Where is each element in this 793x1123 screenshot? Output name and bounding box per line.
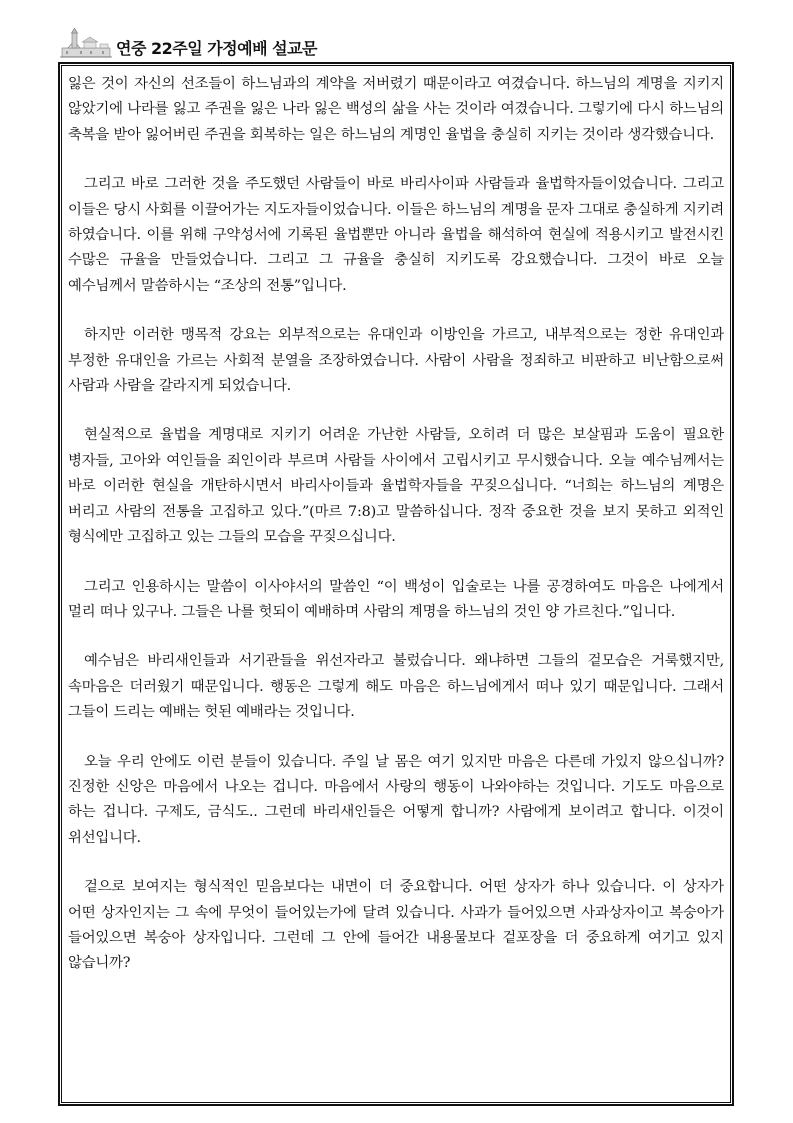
paragraph: 그리고 인용하시는 말씀이 이사야서의 말씀인 “이 백성이 입술로는 나를 공경하여도 마음은 나에게서 멀리 떠나 있구나. 그들은 나를 헛되이 예배하며 사람의 계명을 하느님의 것인 양 가르친다.”입니다. — [68, 578, 724, 620]
page-title: 연중 22주일 가정예배 설교문 — [116, 39, 317, 58]
paragraph: 그리고 바로 그러한 것을 주도했던 사람들이 바로 바리사이파 사람들과 율법학자들이었습니다. 그리고 이들은 당시 사회를 이끌어가는 지도자들이었습니다. 이들은 하느님의 계명을 문자 그대로 충실하게 지키려 하였습니다. 이를 위해 구약성서에 기록된 율법뿐만 아니라 율법을 해석하여 현실에 적용시키고 발전시킨 수많은 규율을 만들었습니다. 그리고 그 규율을 충실히 지키도록 강요했습니다. 그것이 바로 오늘 예수님께서 말씀하시는 “조상의 전통”입니다. — [68, 176, 724, 294]
paragraph: 오늘 우리 안에도 이런 분들이 있습니다. 주일 날 몸은 여기 있지만 마음은 다른데 가있지 않으십니까? 진정한 신앙은 마음에서 나오는 겁니다. 마음에서 사랑의 행동이 나와야하는 것입니다. 기도도 마음으로 하는 겁니다. 구제도, 금식도.. 그런데 바리새인들은 어떻게 합니까? 사람에게 보이려고 합니다. 이것이 위선입니다. — [68, 753, 724, 846]
sermon-body — [68, 72, 724, 1001]
paragraph: 현실적으로 율법을 계명대로 지키기 어려운 가난한 사람들, 오히려 더 많은 보살핌과 도움이 필요한 병자들, 고아와 여인들을 죄인이라 부르며 사람들 사이에서 고립시키고 무시했습니다. 오늘 예수님께서는 바로 이러한 현실을 개탄하시면서 바리사이들과 율법학자들을 꾸짖으십니다. “너희는 하느님의 계명은 버리고 사람의 전통을 고집하고 있다.”(마르 7:8)고 말씀하십니다. 정작 중요한 것을 보지 못하고 외적인 형식에만 고집하고 있는 그들의 모습을 꾸짖으십니다. — [68, 427, 724, 546]
paragraph: 잃은 것이 자신의 선조들이 하느님과의 계약을 저버렸기 때문이라고 여겼습니다. 하느님의 계명을 지키지 않았기에 나라를 잃고 주권을 잃은 나라 잃은 백성의 삶을 사는 것이라 여겼습니다. 그렇기에 다시 하느님의 축복을 받아 잃어버린 주권을 회복하는 일은 하느님의 계명인 율법을 충실히 지키는 것이라 생각했습니다. — [68, 76, 724, 143]
paragraph: 예수님은 바리새인들과 서기관들을 위선자라고 불렀습니다. 왜냐하면 그들의 겉모습은 거룩했지만, 속마음은 더러웠기 때문입니다. 행동은 그렇게 해도 마음은 하느님에게서 떠나 있기 때문입니다. 그래서 그들이 드리는 예배는 헛된 예배라는 것입니다. — [68, 653, 724, 721]
church-icon — [60, 28, 112, 60]
page-header — [58, 28, 738, 62]
paragraph: 하지만 이러한 맹목적 강요는 외부적으로는 유대인과 이방인을 가르고, 내부적으로는 정한 유대인과 부정한 유대인을 가르는 사회적 분열을 조장하였습니다. 사람이 사람을 정죄하고 비판하고 비난함으로써 사람과 사람을 갈라지게 되었습니다. — [68, 327, 724, 395]
paragraph: 겉으로 보여지는 형식적인 믿음보다는 내면이 더 중요합니다. 어떤 상자가 하나 있습니다. 이 상자가 어떤 상자인지는 그 속에 무엇이 들어있는가에 달려 있습니다. 사과가 들어있으면 사과상자이고 복숭아가 들어있으면 복숭아 상자입니다. 그런데 그 안에 들어간 내용물보다 겉포장을 더 중요하게 여기고 있지 않습니까? — [68, 879, 724, 972]
